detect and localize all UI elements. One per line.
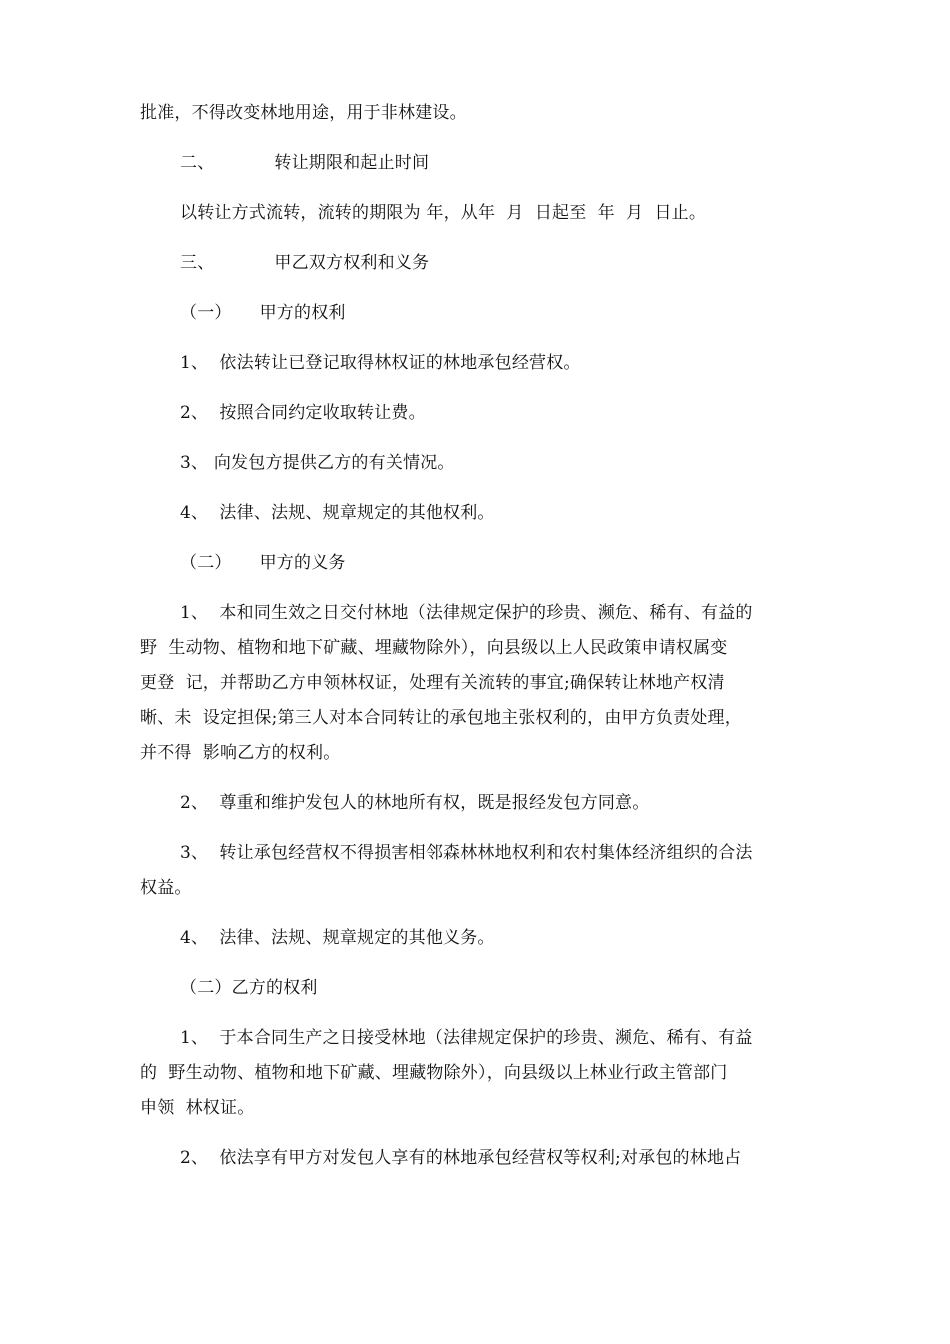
paragraph-line: 权益。 [140, 878, 192, 898]
section-number: 二、 [180, 153, 215, 173]
paragraph-line: 并不得 影响乙方的权利。 [140, 743, 341, 763]
list-item: 2、 尊重和维护发包人的林地所有权，既是报经发包方同意。 [180, 793, 650, 813]
list-item: 3、 转让承包经营权不得损害相邻森林林地权利和农村集体经济组织的合法 [180, 843, 753, 863]
subsection-number: （一） [180, 303, 232, 323]
list-item: 1、 本和同生效之日交付林地（法律规定保护的珍贵、濒危、稀有、有益的 [180, 603, 753, 623]
section-number: 三、 [180, 253, 215, 273]
paragraph-line: 以转让方式流转，流转的期限为 年，从年 月 日起至 年 月 日止。 [180, 203, 707, 223]
list-item: 2、 按照合同约定收取转让费。 [180, 403, 426, 423]
section-heading-3 [180, 253, 429, 273]
paragraph-line: 晰、未 设定担保;第三人对本合同转让的承包地主张权利的，由甲方负责处理， [140, 708, 742, 728]
subsection-title: 甲方的权利 [259, 303, 346, 323]
list-item: 4、 法律、法规、规章规定的其他权利。 [180, 503, 495, 523]
subsection-number: （二） [180, 553, 232, 573]
subsection-title: 甲方的义务 [259, 553, 346, 573]
list-item: 1、 于本合同生产之日接受林地（法律规定保护的珍贵、濒危、稀有、有益 [180, 1028, 753, 1048]
list-item: 1、 依法转让已登记取得林权证的林地承包经营权。 [180, 353, 581, 373]
list-item: 3、 向发包方提供乙方的有关情况。 [180, 453, 455, 473]
subsection-heading-3: （二）乙方的权利 [180, 978, 318, 998]
paragraph-line: 更登 记，并帮助乙方申领林权证，处理有关流转的事宜;确保转让林地产权清 [140, 673, 725, 693]
section-heading-2 [180, 153, 429, 173]
section-title: 转让期限和起止时间 [274, 153, 430, 173]
paragraph-line: 的 野生动物、植物和地下矿藏、埋藏物除外），向县级以上林业行政主管部门 [140, 1063, 728, 1083]
paragraph-line: 申领 林权证。 [140, 1098, 255, 1118]
list-item: 4、 法律、法规、规章规定的其他义务。 [180, 928, 495, 948]
section-title: 甲乙双方权利和义务 [274, 253, 430, 273]
paragraph-line: 野 生动物、植物和地下矿藏、埋藏物除外），向县级以上人民政策申请权属变 [140, 638, 728, 658]
list-item: 2、 依法享有甲方对发包人享有的林地承包经营权等权利;对承包的林地占 [180, 1148, 742, 1168]
paragraph-line: 批准，不得改变林地用途，用于非林建设。 [140, 103, 467, 123]
subsection-heading-1 [180, 303, 346, 323]
subsection-heading-2 [180, 553, 346, 573]
